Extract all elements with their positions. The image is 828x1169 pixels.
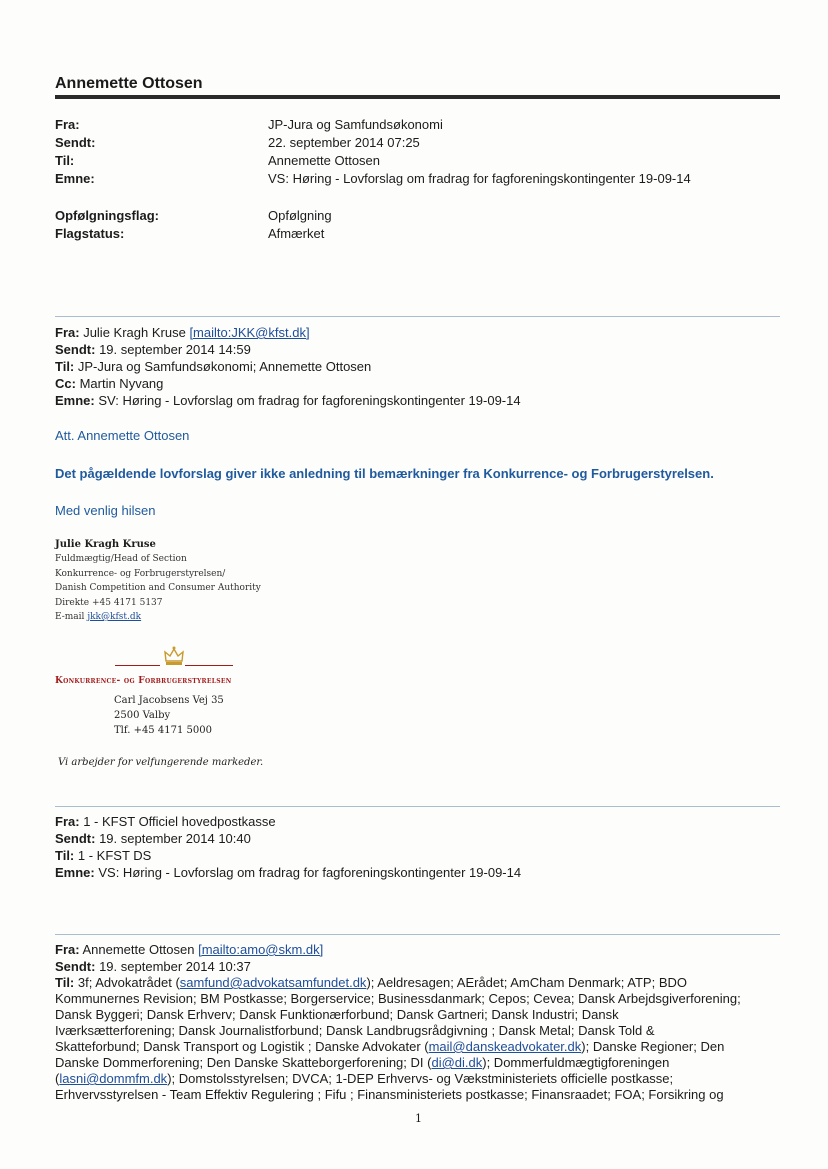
msg1-from-name: Julie Kragh Kruse [83,325,186,340]
msg1-to-label: Til: [55,359,75,374]
separator [55,316,780,317]
msg2-subject-label: Emne: [55,865,95,880]
recipients-line [55,1039,780,1055]
msg3-sent-value: 19. september 2014 10:37 [99,959,251,974]
msg2-to-value: 1 - KFST DS [77,848,152,863]
kfst-logo [55,645,295,695]
recipients-text: ); Aeldresagen; AErådet; AmCham Denmark; ATP; BDO [366,975,688,990]
recipients-line [55,975,780,991]
msg3-sent [55,958,251,975]
recipients-text: ); Danske Regioner; Den [581,1039,725,1054]
msg1-to [55,358,371,375]
recipient-email-link[interactable]: samfund@advokatsamfundet.dk [179,975,367,990]
msg1-from-label: Fra: [55,325,80,340]
subject-label: Emne: [55,171,95,186]
from-value: JP-Jura og Samfundsøkonomi [268,117,443,132]
recipients-line: Kommunernes Revision; BM Postkasse; Borgerservice; Businessdanmark; Cepos; Cevea; Dansk Arbejdsgiverforening; [55,991,741,1006]
logo-brand: Konkurrence- og Forbrugerstyrelsen [55,676,232,686]
msg3-from-link[interactable]: [mailto:amo@skm.dk] [198,942,324,957]
from-label: Fra: [55,117,80,132]
separator [55,934,780,935]
msg2-subject [55,864,521,881]
msg1-sent-label: Sendt: [55,342,96,357]
to-label: Til: [55,153,75,168]
msg2-sent-value: 19. september 2014 10:40 [99,831,251,846]
msg2-sent-label: Sendt: [55,831,96,846]
msg1-from [55,324,310,341]
msg3-to-label: Til: [55,975,75,990]
recipients-line: Erhvervsstyrelsen - Team Effektiv Regulering ; Fifu ; Finansministeriets postkasse; Finansraadet; FOA; Forsikring og [55,1087,724,1102]
signature-org1: Konkurrence- og Forbrugerstyrelsen/ [55,568,226,579]
recipients-line: Iværksætterforening; Dansk Journalistforbund; Dansk Landbrugsrådgivning ; Dansk Metal; Dansk Told & [55,1023,655,1038]
sent-label: Sendt: [55,135,96,150]
signature-name: Julie Kragh Kruse [55,539,156,550]
msg1-subject [55,392,521,409]
title-rule [55,95,780,99]
signature-email [55,610,261,625]
recipients-line [55,1071,780,1087]
separator [55,806,780,807]
flag-value: Opfølgning [268,208,332,223]
signature-email-label: E-mail [55,612,85,622]
page-number: 1 [415,1112,422,1125]
msg1-closing: Med venlig hilsen [55,503,156,518]
signature [55,538,261,625]
signature-phone: Direkte +45 4171 5137 [55,597,163,608]
recipients-line [55,1055,780,1071]
msg1-sent-value: 19. september 2014 14:59 [99,342,251,357]
logo-bar-left [115,665,160,666]
recipients-text: ); Dommerfuldmægtigforeningen [482,1055,670,1070]
msg2-to [55,847,151,864]
msg3-from-label: Fra: [55,942,80,957]
address-city: 2500 Valby [114,710,171,721]
recipient-email-link[interactable]: lasni@dommfm.dk [59,1071,168,1086]
msg3-recipients [55,975,780,1103]
recipients-text: 3f; Advokatrådet ( [77,975,180,990]
msg1-greeting: Att. Annemette Ottosen [55,428,190,443]
msg2-from-label: Fra: [55,814,80,829]
msg3-from [55,941,323,958]
msg1-subject-value: SV: Høring - Lovforslag om fradrag for fagforeningskontingenter 19-09-14 [98,393,521,408]
msg1-subject-label: Emne: [55,393,95,408]
msg2-from [55,813,276,830]
msg1-from-link[interactable]: [mailto:JKK@kfst.dk] [189,325,310,340]
flag-label: Opfølgningsflag: [55,208,159,223]
msg1-cc [55,375,163,392]
signature-org2: Danish Competition and Consumer Authority [55,583,261,593]
msg1-sent [55,341,251,358]
msg1-to-value: JP-Jura og Samfundsøkonomi; Annemette Ottosen [77,359,372,374]
crown-icon [163,645,185,667]
recipients-text: Skatteforbund; Dansk Transport og Logistik ; Danske Advokater ( [55,1039,429,1054]
recipients-text: ); Domstolsstyrelsen; DVCA; 1-DEP Erhvervs- og Vækstministeriets officielle postkasse; [167,1071,674,1086]
msg3-from-name: Annemette Ottosen [82,942,195,957]
msg1-cc-label: Cc: [55,376,76,391]
to-value: Annemette Ottosen [268,153,381,168]
signature-email-link[interactable]: jkk@kfst.dk [87,612,142,622]
msg2-to-label: Til: [55,848,75,863]
sent-value: 22. september 2014 07:25 [268,135,420,150]
flagstatus-label: Flagstatus: [55,226,125,241]
email-meta [55,116,780,246]
recipient-email-link[interactable]: mail@danskeadvokater.dk [428,1039,582,1054]
recipients-line: Dansk Byggeri; Dansk Erhverv; Dansk Funktionærforbund; Dansk Gartneri; Dansk Industri; Dansk [55,1007,619,1022]
msg2-from-value: 1 - KFST Officiel hovedpostkasse [83,814,276,829]
msg2-sent [55,830,251,847]
msg3-sent-label: Sendt: [55,959,96,974]
address [114,693,224,738]
recipient-email-link[interactable]: di@di.dk [431,1055,483,1070]
address-street: Carl Jacobsens Vej 35 [114,695,224,706]
msg2-subject-value: VS: Høring - Lovforslag om fradrag for fagforeningskontingenter 19-09-14 [98,865,522,880]
signature-title: Fuldmægtig/Head of Section [55,554,187,564]
msg1-cc-value: Martin Nyvang [79,376,164,391]
subject-value: VS: Høring - Lovforslag om fradrag for fagforeningskontingenter 19-09-14 [268,171,691,186]
address-phone: Tlf. +45 4171 5000 [114,725,212,736]
flagstatus-value: Afmærket [268,226,325,241]
recipients-text: ( [55,1071,60,1086]
tagline: Vi arbejder for velfungerende markeder. [58,757,264,768]
recipients-text: Danske Dommerforening; Den Danske Skatteborgerforening; DI ( [55,1055,432,1070]
msg1-body: Det pågældende lovforslag giver ikke anledning til bemærkninger fra Konkurrence- og Forbrugerstyrelsen. [55,466,714,481]
document-title: Annemette Ottosen [55,75,203,92]
logo-bar-right [185,665,233,666]
